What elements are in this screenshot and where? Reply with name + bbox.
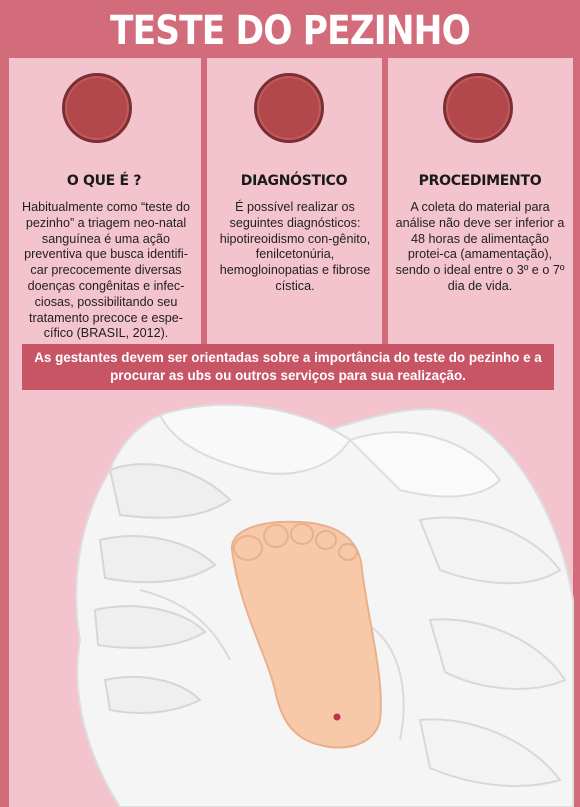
blood-drop-icon <box>254 73 324 143</box>
page-title: TESTE DO PEZINHO <box>110 8 470 54</box>
heading-diagnostico: DIAGNÓSTICO <box>240 173 348 189</box>
text-procedimento: A coleta do material para análise não deve ser inferior a 48 horas de alimentação protei-ca (amamentação), sendo o ideal entre o 3º e o 7º dia de vida. <box>395 200 565 293</box>
blood-drop-icon <box>62 73 132 143</box>
text-o-que-e: Habitualmente como “teste do pezinho” a triagem neo-natal sanguínea é uma ação preventiva que busca identifi-car precocemente diversas doenças congênitas e infec-ciosas, possibilitando seu tratamento precoce e espe-cífico (BRASIL, 2012). <box>21 200 190 341</box>
text-diagnostico: É possível realizar os seguintes diagnósticos: hipotireoidismo con-gênito, fenilcetonúria, hemogloinopatias e fibrose cística. <box>219 200 371 293</box>
heading-o-que-e: O QUE É ? <box>66 173 142 189</box>
blood-drop-icon <box>443 73 513 143</box>
heading-procedimento: PROCEDIMENTO <box>418 173 542 189</box>
info-banner: As gestantes devem ser orientadas sobre a importância do teste do pezinho e a procurar as ubs ou outros serviços para sua realização. <box>22 344 554 390</box>
blood-prick-icon <box>334 714 341 721</box>
